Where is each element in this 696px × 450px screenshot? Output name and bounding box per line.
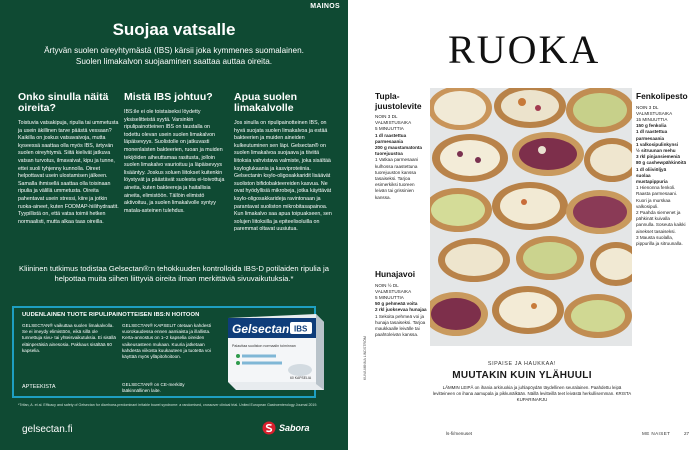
footer-url: ls-fi/menuset [446, 431, 473, 436]
recipe-ingredient: 1 dl oliiviöljyä [636, 166, 667, 172]
recipe-ingredient: 3 rkl pinjansiemeniä [636, 154, 680, 160]
recipe-step: 1 Hienonna fenkoli. Raasta parmesaani. Kuori ja murskaa valkosipuli. [636, 185, 678, 209]
recipe-tuplajuustolevite [375, 92, 427, 201]
recipe-ingredient: mustapippuria [636, 178, 668, 184]
article-title: MUUTAKIN KUIN YLÄHUULI [452, 370, 592, 381]
column-text: Toistuvia vatsakipuja, ripulia tai ummetusta ja usein äkillinen tarve päästä vessaan? Kaikilla on joskus vatsavaivoja, mutta kyseessä saattaa olla myös IBS, ärtyvän suolen oireyhtymä. Siitä kielivät jatkuva vatsan turvotus, ilmavaivat, kipu ja tunne, ettei suoli tyhjenny kunnolla. Oireet helpottavat usein ulostamisen jälkeen. Samalla ihmisellä saattaa olla toisinaan ripulia ja välillä ummetusta. Oireita pahentavat usein stressi, kiire ja jotkin ruoka-aineet, kuten FODMAP-hiilihydraatit. Tyypillistä on, että vatsa toimii hetken normaalisti, mutta alkaa taas oireilla. [18, 120, 119, 225]
product-title: UUDENLAINEN TUOTE RIPULIPAINOTTEISEN IBS:N HOITOON [22, 312, 200, 318]
column-heading: Onko sinulla näitä oireita? [18, 91, 109, 114]
article-kicker: SIPAISE JA HAUKKAA! [487, 361, 557, 367]
recipe-line: VALMISTUSAIKA [636, 110, 673, 116]
ad-column-3 [234, 92, 336, 234]
package-brand: Gelsectan [232, 322, 290, 336]
recipe-line: VALMISTUSAIKA [375, 120, 412, 126]
recipe-line: NOIN 3 DL [375, 114, 398, 119]
ad-footnote: *Trifan, A. et al. Efficacy and safety of Gelsectan for diarrhoea-predominant irritable bowel syndrome: a randomised, crossover clinical trial. United European Gastroenterology Journal 2019. [18, 403, 318, 407]
study-quote: Kliininen tutkimus todistaa Gelsectan®:n tehokkuuden kontrolloida IBS-D potilaiden ripulia ja helpottaa muita siihen liittyviä oireita ilman merkittäviä sivuvaikutuksia.* [19, 264, 329, 283]
recipe-fenkolipesto [636, 92, 688, 247]
recipe-title: Hunajavoi [375, 269, 416, 279]
recipe-ingredient: 150 g fenkolia [636, 123, 667, 129]
recipe-ingredient: 1 dl raastettua parmesaania [375, 132, 407, 144]
product-box [12, 306, 316, 398]
recipe-title: Tupla-juustolevite [375, 91, 422, 111]
page-number: 27 [684, 431, 690, 436]
recipe-line: NOIN ½ DL [375, 282, 399, 288]
product-text-2: GELSECTAN® KAPSELIT otetaan kahdesti vuorokaudessa ennen aamiaista ja illallista. Kerta-annostus on 1–2 kapselia oireiden vaikeusasteen mukaan. Kuuria jatketaan kahdesta viikosta kuukauteen ja tuotetta voi käyttää myös ylläpitohoitoon. [122, 323, 212, 360]
ad-subtitle-2: Suolen limakalvon suojaaminen saattaa auttaa oireita. [75, 57, 273, 66]
pharmacy-label: APTEEKISTA [22, 384, 56, 390]
recipe-step: 1 Sekoita pehmeä voi ja hunaja tasaiseksi. Tarjoa maukkaalle leivälle tai paahtoleivän kanssa. [375, 313, 426, 338]
recipe-line: 15 MINUUTTIA [636, 116, 668, 122]
ad-label: MAINOS [310, 3, 340, 10]
recipe-line: 5 MINUUTTIA [375, 126, 404, 132]
package-caption: Palauttaa suoliston normaalin toiminnan [232, 344, 296, 348]
product-text-3: GELSECTAN® on CE-merkitty lääkinnällinen laite. [122, 382, 185, 394]
recipe-ingredient: 1 valkosipulinkynsi [636, 141, 679, 147]
article-intro: LÄMMIN LEIPÄ on ihania arkiruokia ja juhlapöydän täydellinen seuralainen. Paahdettu leipä levitteineen on ihana aamupala ja pikkunälkään. Näillä levitteillä teet leivästä herkullisemman. KRISTA KUPARINARJU [432, 385, 632, 402]
recipe-ingredient: 200 g maustamatonta tuorejuustoa [375, 145, 422, 157]
recipe-line: VALMISTUSAIKA [375, 288, 412, 294]
ad-title: Suojaa vatsalle [112, 20, 236, 39]
recipe-ingredient: 50 g pehmeää voita [375, 301, 418, 307]
recipe-step: 1 Vatkaa parmesaani kulhossa raastettuna tuorejuuston kanssa tasaiseksi. Tarjoa esimerkiksi tuoreen leivän tai grissinien kanssa. [375, 157, 419, 200]
product-package-image [224, 312, 328, 392]
sabora-s-icon [262, 421, 276, 435]
magazine-name: ME NAISET [642, 431, 671, 436]
recipe-line: NOIN 3 DL [636, 104, 659, 110]
ad-column-2 [124, 92, 226, 215]
section-title: RUOKA [448, 27, 601, 72]
recipe-ingredient: 80 g cashewpähkinöitä [636, 160, 687, 166]
column-heading: Mistä IBS johtuu? [124, 91, 213, 103]
recipe-line: 5 MINUUTTIA [375, 294, 404, 300]
company-name: Sabora [279, 423, 310, 433]
recipe-title: Fenkolipesto [636, 91, 688, 101]
column-text: Jos sinulla on ripulipainotteinen IBS, on hyvä suojata suolen limakalvoa ja estää bakteerien ja muiden aineiden kulkeutuminen sen läpi. Gelsectan® on suolen limakalvoa suojaava ja tiiviitä liitoksia vahvistava valmiste, joka sisältää ksyloglukaania ja kasviproteiinia. Gelsectanin ksylo-oligosakkaridit lisäävät suoliston bifidobakteereiden kasvua. Ne ovat hyödyllisiä mikrobeja, jotka käyttävät ksylo-oligosakkarideja ravintonaan ja parantavat suoliston mikrobitasapainoa. Kun limakalvo saa apua toipuakseen, sen solujen liitoksilla ja epiteelisoluilla on paremmat oltavat uusiutua. [234, 120, 332, 233]
package-tag: IBS [294, 324, 308, 334]
sabora-logo [262, 421, 310, 435]
recipe-ingredient: 2 rkl juoksevaa hunajaa [375, 307, 427, 313]
recipe-ingredient: 1 dl raastettua parmesaania [636, 129, 668, 141]
ad-header [0, 20, 348, 67]
ad-column-1 [18, 92, 120, 226]
recipe-ingredient: ½ sitruunan mehu [636, 147, 676, 153]
food-page [348, 0, 696, 450]
package-count: 60 KAPSELIA [290, 376, 312, 380]
photo-credit: KUVA MINNA LINDSTRÖM [363, 336, 367, 380]
website-link[interactable]: gelsectan.fi [22, 424, 73, 435]
recipe-step: 3 Mausta suolalla, pippurilla ja sitruunalla. [636, 234, 683, 246]
recipe-hunajavoi [375, 270, 427, 338]
recipe-ingredient: suolaa [636, 172, 651, 178]
product-text-1: GELSECTAN® vaikuttaa suolen limakalvolla. Se ei imeydy elimistöön, eikä sillä ole tunnettuja sivu- tai yhteisvaikutuksia. Ei sisällä eläinperäisiä ainesosia. Pakkaus sisältää 60 kapselia. [22, 323, 116, 353]
column-heading: Apua suolen limakalvolle [234, 91, 298, 114]
bread-spreads-photo [430, 88, 632, 346]
recipe-step: 2 Paahda siemenet ja pähkinät kuivalla pannulla. Soseuta kaikki ainekset tasaiseksi. [636, 209, 686, 234]
column-text: IBS:ile ei ole toistaiseksi löydetty yksiselitteistä syytä. Varsinkin ripulipainotteinen IBS on taustalla on todettu olevan usein suolen limakalvon läpäisevyys. Suolistolle on jatkuvasti monenlaisten bakteerien, ruoan ja muiden tekijöiden aiheuttamaa rasitusta, jolloin suolen limakalvo vaurioituu ja läpäisevyys lisääntyy. Joskus soluen liitokset kuitenkin löystyvät ja päästävät suolesta ei-toivottuja aineita, kuten bakteereja ja haitallisia aineita, elimistöön. Tällöin elimistö aktivoituu, ja suolen limakalvolle syntyy matala-asteinen tulehdus. [124, 109, 225, 214]
ad-subtitle-1: Ärtyvän suolen oireyhtymästä (IBS) kärsii joka kymmenes suomalainen. [44, 46, 304, 55]
